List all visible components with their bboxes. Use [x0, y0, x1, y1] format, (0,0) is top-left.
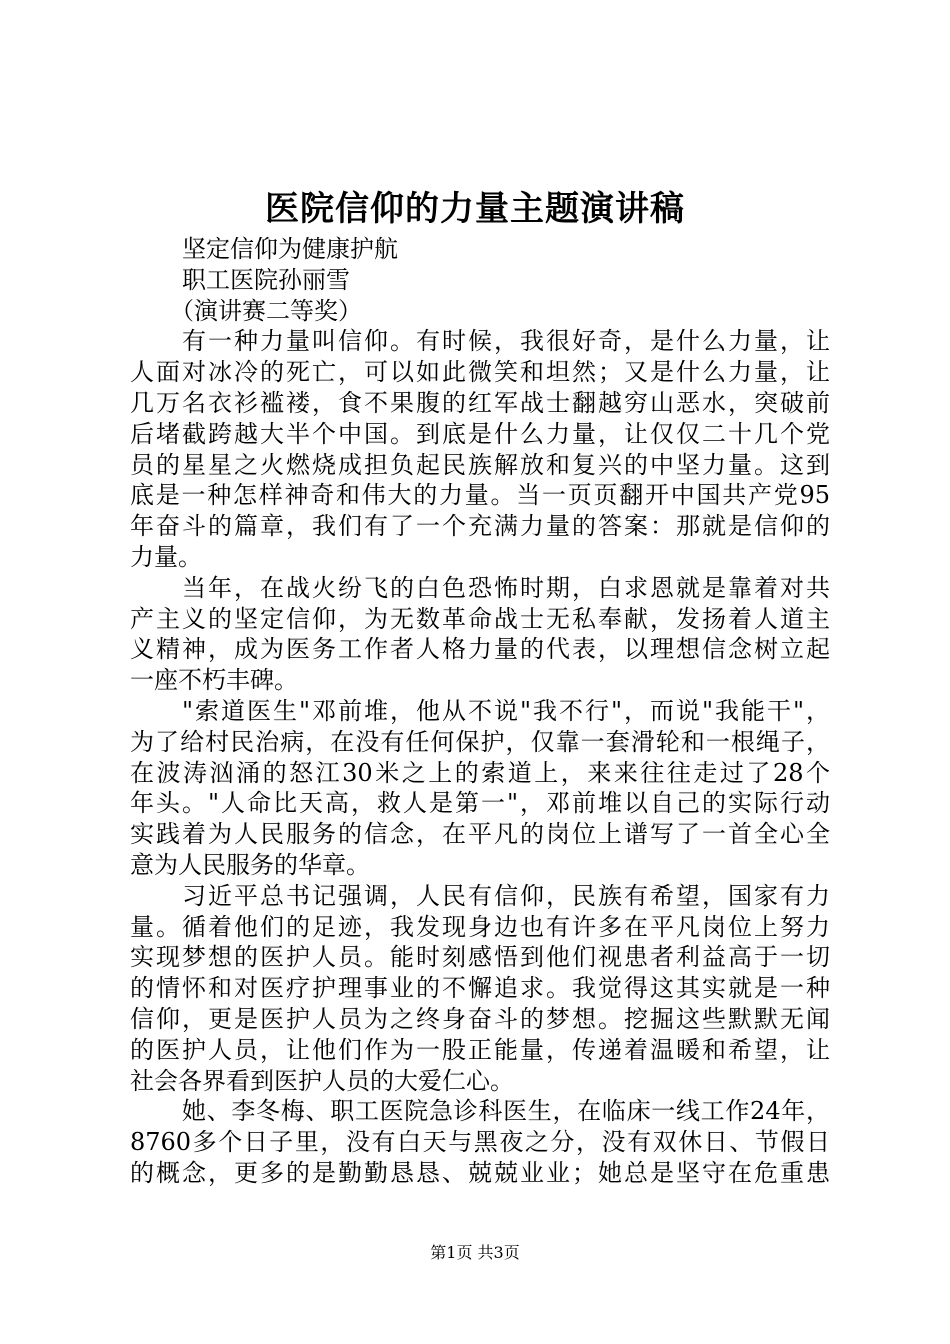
paragraph-line: 年奋斗的篇章，我们有了一个充满力量的答案：那就是信仰的	[130, 512, 830, 541]
paragraph-5	[130, 1096, 830, 1188]
paragraph-line: 为了给村民治病，在没有任何保护，仅靠一套滑轮和一根绳子，	[130, 727, 830, 756]
paragraph-line: 人面对冰冷的死亡，可以如此微笑和坦然；又是什么力量，让	[130, 358, 830, 387]
paragraph-2	[130, 573, 830, 696]
award-line: （演讲赛二等奖）	[170, 296, 362, 325]
paragraph-line: 实现梦想的医护人员。能时刻感悟到他们视患者利益高于一切	[130, 943, 830, 972]
paragraph-line: 社会各界看到医护人员的大爱仁心。	[130, 1066, 514, 1095]
author-line: 职工医院孙丽雪	[182, 265, 350, 294]
paragraph-line: 义精神，成为医务工作者人格力量的代表，以理想信念树立起	[130, 635, 830, 664]
paragraph-3	[130, 696, 830, 881]
paragraph-1	[130, 326, 830, 572]
paragraph-line: 8760多个日子里，没有白天与黑夜之分，没有双休日、节假日	[130, 1128, 830, 1157]
subtitle-line: 坚定信仰为健康护航	[182, 235, 398, 263]
paragraph-line: 有一种力量叫信仰。有时候，我很好奇，是什么力量，让	[182, 327, 830, 356]
page-footer: 第1页 共3页	[430, 1243, 520, 1262]
paragraph-line: 几万名衣衫褴褛，食不果腹的红军战士翻越穷山恶水，突破前	[130, 388, 830, 417]
paragraph-line: 当年，在战火纷飞的白色恐怖时期，白求恩就是靠着对共	[182, 573, 830, 602]
paragraph-line: 实践着为人民服务的信念，在平凡的岗位上谱写了一首全心全	[130, 820, 830, 849]
paragraph-line: 年头。"人命比天高，救人是第一"，邓前堆以自己的实际行动	[130, 789, 830, 818]
paragraph-4	[130, 881, 830, 1097]
paragraph-line: 产主义的坚定信仰，为无数革命战士无私奉献，发扬着人道主	[130, 604, 830, 633]
paragraph-line: 力量。	[130, 542, 202, 571]
document-body	[130, 234, 830, 1189]
paragraph-line: 的医护人员，让他们作为一股正能量，传递着温暖和希望，让	[130, 1035, 830, 1064]
paragraph-line: 在波涛汹涌的怒江30米之上的索道上，来来往往走过了28个	[130, 758, 830, 787]
paragraph-line: 信仰，更是医护人员为之终身奋斗的梦想。挖掘这些默默无闻	[130, 1004, 830, 1033]
paragraph-line: 后堵截跨越大半个中国。到底是什么力量，让仅仅二十几个党	[130, 419, 830, 448]
paragraph-line: 员的星星之火燃烧成担负起民族解放和复兴的中坚力量。这到	[130, 450, 830, 479]
paragraph-line: 底是一种怎样神奇和伟大的力量。当一页页翻开中国共产党95	[130, 481, 830, 510]
paragraph-line: 她、李冬梅、职工医院急诊科医生，在临床一线工作24年，	[182, 1097, 830, 1126]
paragraph-line: "索道医生"邓前堆，他从不说"我不行"，而说"我能干"，	[182, 696, 830, 725]
paragraph-line: 的情怀和对医疗护理事业的不懈追求。我觉得这其实就是一种	[130, 974, 830, 1003]
paragraph-line: 习近平总书记强调，人民有信仰，民族有希望，国家有力	[182, 881, 830, 910]
paragraph-line: 的概念，更多的是勤勤恳恳、兢兢业业；她总是坚守在危重患	[130, 1158, 830, 1187]
paragraph-line: 意为人民服务的华章。	[130, 850, 370, 879]
document-title: 医院信仰的力量主题演讲稿	[265, 189, 685, 229]
paragraph-line: 一座不朽丰碑。	[130, 666, 298, 695]
paragraph-line: 量。循着他们的足迹，我发现身边也有许多在平凡岗位上努力	[130, 912, 830, 941]
